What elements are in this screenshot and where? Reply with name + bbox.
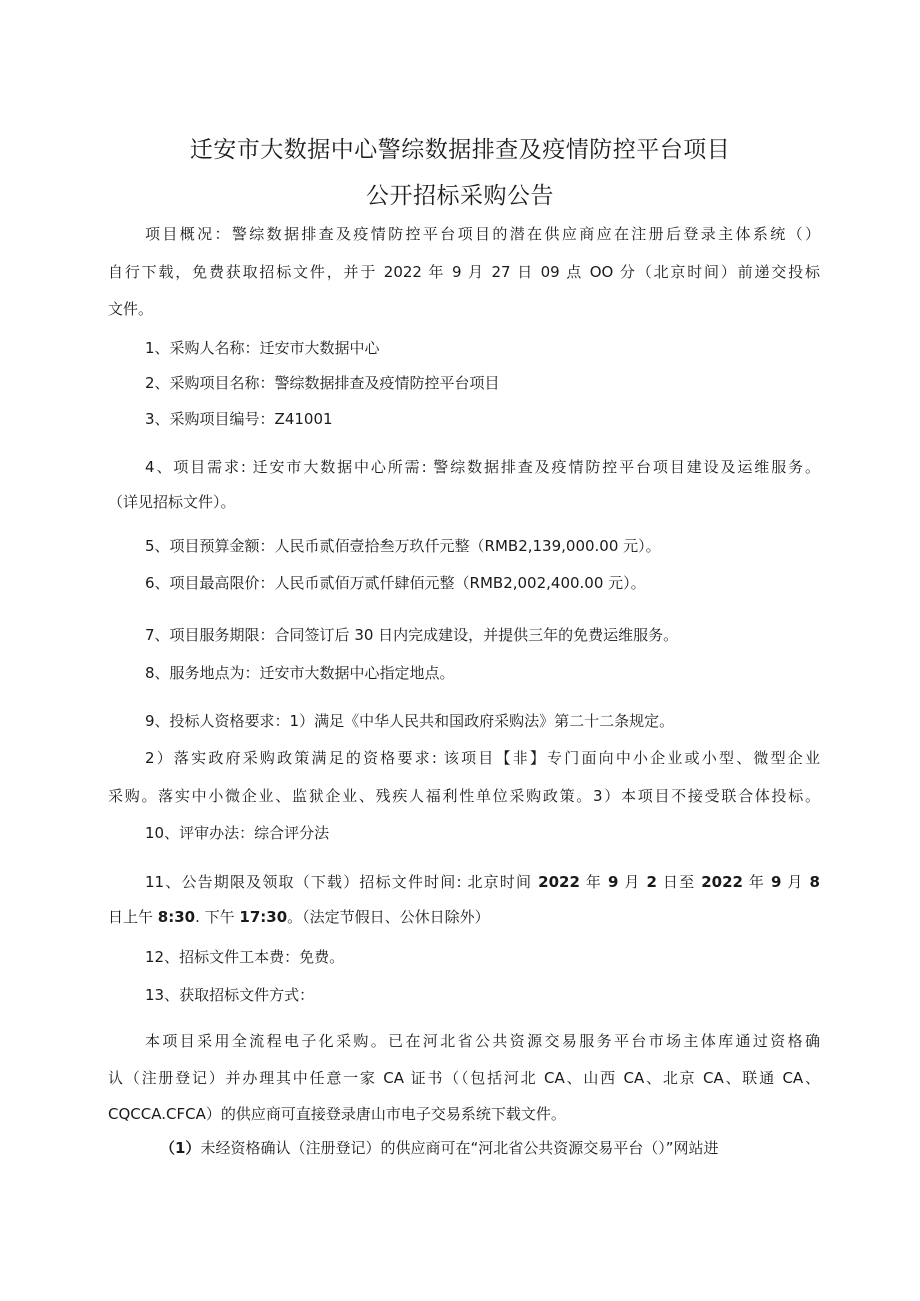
overview-line-2: 自行下载，免费获取招标文件，并于 2022 年 9 月 27 日 09 点 OO 分（北京时间）前递交投标 xyxy=(108,263,820,281)
document-title: 迁安市大数据中心警综数据排查及疫情防控平台项目 xyxy=(189,137,731,163)
item-9-policy-line-1: 2）落实政府采购政策满足的资格要求: 该项目【非】专门面向中小企业或小型、微型企业 xyxy=(145,749,820,767)
item-5-budget: 5、项目预算金额：人民币贰佰壹拾叁万玖仟元整（RMB2,139,000.00 元）。 xyxy=(145,537,661,555)
item-6-max-price: 6、项目最高限价：人民币贰佰万贰仟肆佰元整（RMB2,002,400.00 元）。 xyxy=(145,574,646,592)
overview-line-1: 项目概况：警综数据排查及疫情防控平台项目的潜在供应商应在注册后登录主体系统（） xyxy=(145,225,820,243)
item-3-project-number: 3、采购项目编号：Z41001 xyxy=(145,410,333,428)
method-sub-item-1 xyxy=(160,1138,820,1158)
item-8-service-location: 8、服务地点为：迁安市大数据中心指定地点。 xyxy=(145,664,455,682)
item-11-period-line-2: 日上午 8:30. 下午 17:30。（法定节假日、公休日除外） xyxy=(108,908,490,926)
method-line-2: 认（注册登记）并办理其中任意一家 CA 证书（（包括河北 CA、山西 CA、北京 CA、联通 CA、 xyxy=(108,1069,820,1087)
item-11-period-line-1: 11、公告期限及领取（下载）招标文件时间: 北京时间 2022 年 9 月 2 日至 2022 年 9 月 8 xyxy=(145,873,820,891)
item-7-service-period: 7、项目服务期限：合同签订后 30 日内完成建设，并提供三年的免费运维服务。 xyxy=(145,626,679,644)
item-12-document-fee: 12、招标文件工本费：免费。 xyxy=(145,948,345,966)
sub-item-text: 未经资格确认（注册登记）的供应商可在“河北省公共资源交易平台（）”网站进 xyxy=(200,1139,719,1157)
item-1-purchaser: 1、采购人名称：迁安市大数据中心 xyxy=(145,339,380,357)
overview-line-3: 文件。 xyxy=(108,300,154,318)
method-line-1: 本项目采用全流程电子化采购。已在河北省公共资源交易服务平台市场主体库通过资格确 xyxy=(145,1032,820,1050)
method-line-3: CQCCA.CFCA）的供应商可直接登录唐山市电子交易系统下载文件。 xyxy=(108,1105,566,1123)
item-9-policy-line-2: 采购。落实中小微企业、监狱企业、残疾人福利性单位采购政策。3）本项目不接受联合体投标。 xyxy=(108,787,820,805)
item-4-requirement: 4、项目需求: 迁安市大数据中心所需: 警综数据排查及疫情防控平台项目建设及运维服务。 xyxy=(145,458,820,476)
item-4-requirement-note: （详见招标文件）。 xyxy=(108,493,236,511)
item-9-qualification: 9、投标人资格要求：1）满足《中华人民共和国政府采购法》第二十二条规定。 xyxy=(145,712,675,730)
document-subtitle: 公开招标采购公告 xyxy=(366,183,554,209)
item-2-project-name: 2、采购项目名称：警综数据排查及疫情防控平台项目 xyxy=(145,374,500,392)
item-13-acquisition-method: 13、获取招标文件方式： xyxy=(145,986,315,1004)
sub-item-number: （1） xyxy=(160,1139,201,1157)
item-10-evaluation: 10、评审办法：综合评分法 xyxy=(145,824,330,842)
